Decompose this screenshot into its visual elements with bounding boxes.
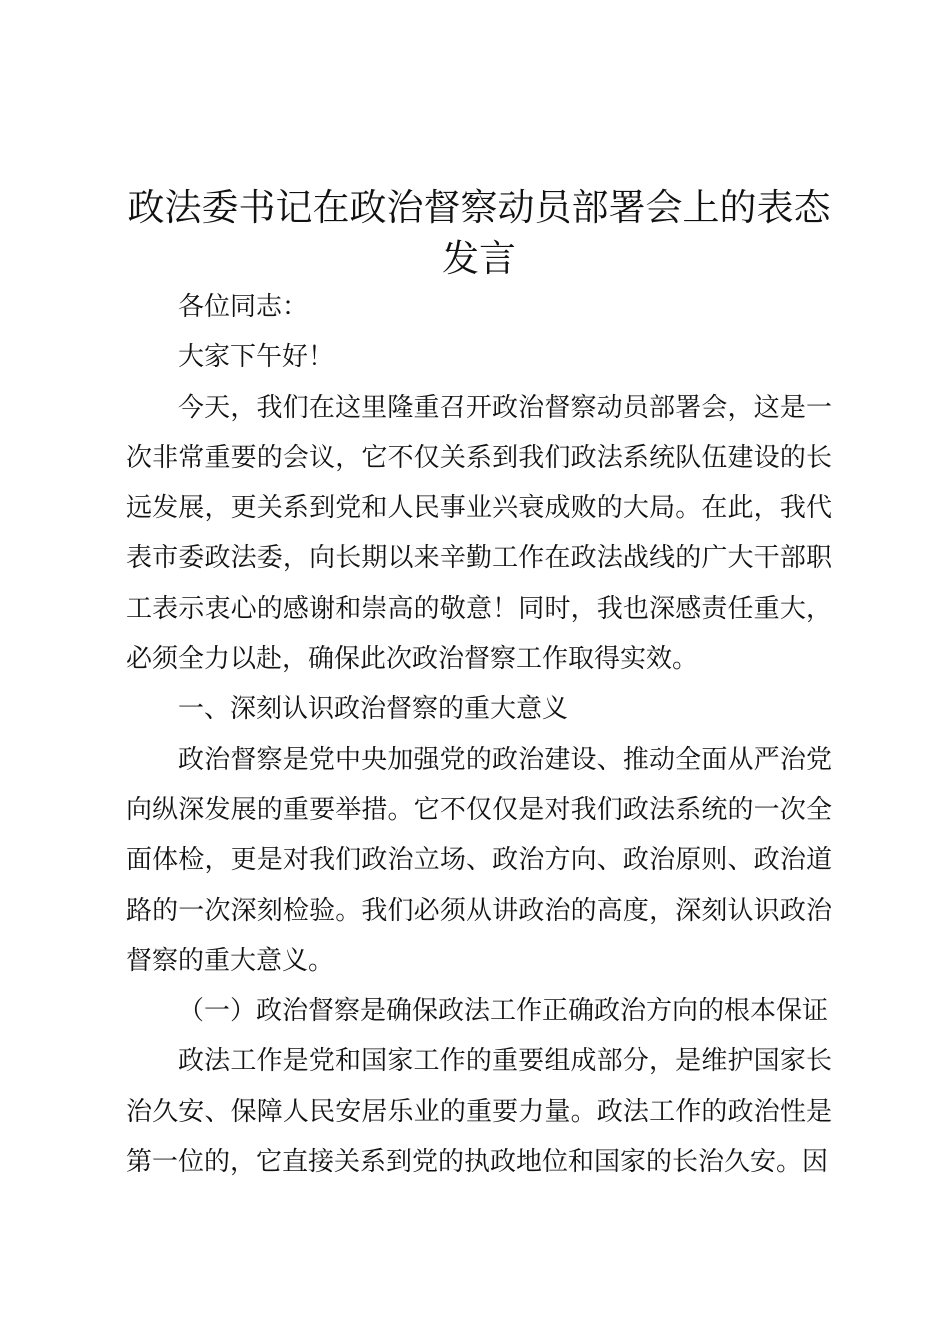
document-body xyxy=(126,282,832,1187)
subsection-heading: （一）政治督察是确保政法工作正确政治方向的根本保证 xyxy=(178,996,829,1027)
section-heading: 一、深刻认识政治督察的重大意义 xyxy=(178,694,569,725)
body-paragraph: 政法工作是党和国家工作的重要组成部分，是维护国家长治久安、保障人民安居乐业的重要力量。政法工作的政治性是第一位的，它直接关系到党的执政地位和国家的长治久安。因 xyxy=(126,1046,832,1178)
greeting: 大家下午好！ xyxy=(178,342,335,373)
document-title: 政法委书记在政治督察动员部署会上的表态发言 xyxy=(127,186,831,280)
body-paragraph: 今天，我们在这里隆重召开政治督察动员部署会，这是一次非常重要的会议，它不仅关系到我们政法系统队伍建设的长远发展，更关系到党和人民事业兴衰成败的大局。在此，我代表市委政法委，向长期以来辛勤工作在政法战线的广大干部职工表示衷心的感谢和崇高的敬意！同时，我也深感责任重大，必须全力以赴，确保此次政治督察工作取得实效。 xyxy=(126,392,832,675)
salutation: 各位同志： xyxy=(178,292,309,322)
body-paragraph: 政治督察是党中央加强党的政治建设、推动全面从严治党向纵深发展的重要举措。它不仅仅是对我们政法系统的一次全面体检，更是对我们政治立场、政治方向、政治原则、政治道路的一次深刻检验。我们必须从讲政治的高度，深刻认识政治督察的重大意义。 xyxy=(126,744,832,976)
